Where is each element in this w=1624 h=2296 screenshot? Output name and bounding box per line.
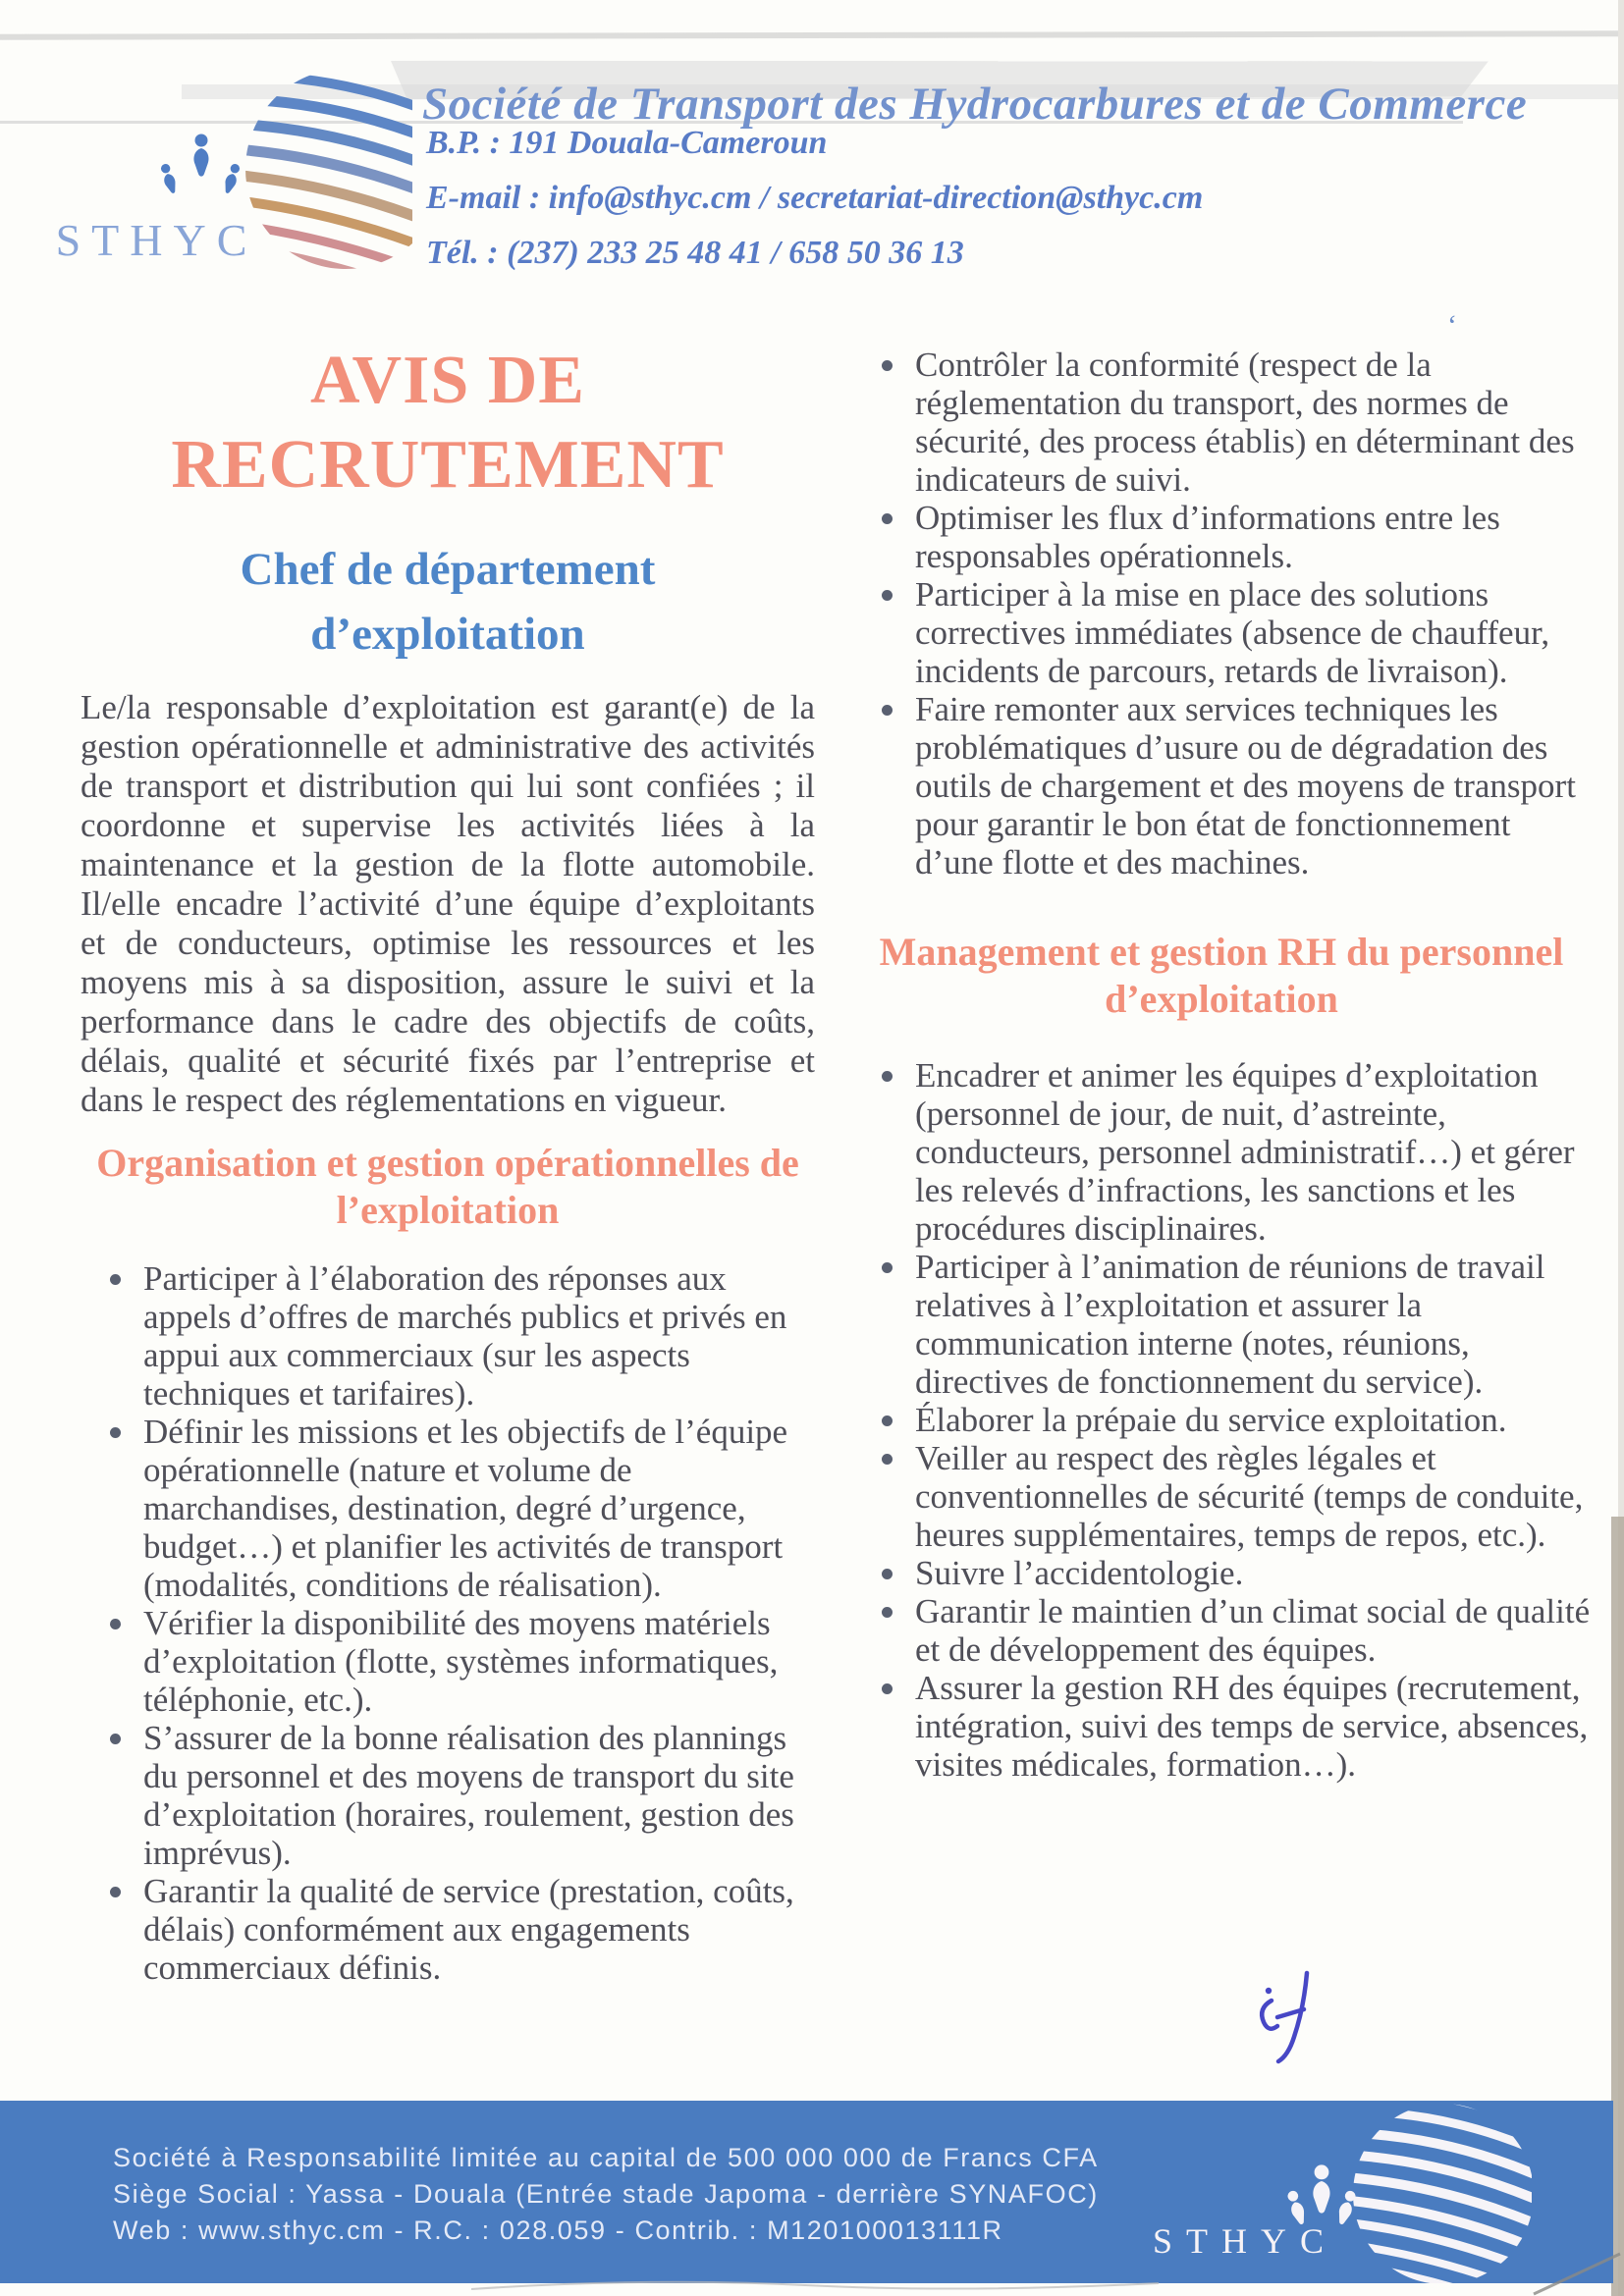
list-item: Garantir le maintien d’un climat social de qualité et de développement des équipes. — [852, 1592, 1591, 1669]
email-line: E-mail : info@sthyc.cm / secretariat-direction@sthyc.cm — [426, 180, 1204, 216]
list-item: Faire remonter aux services techniques les problématiques d’usure ou de dégradation des outils de chargement et des moyens de transport pour garantir le bon état de fonctionnement d’une flotte et des machines. — [852, 690, 1591, 881]
intro-paragraph: Le/la responsable d’exploitation est garant(e) de la gestion opérationnelle et administrative des activités de transport et distribution qui lui sont confiées ; il coordonne et supervise les activités liées à la maintenance et la gestion de la flotte automobile. Il/elle encadre l’activité d’une équipe d’exploitants et de conducteurs, optimise les ressources et les moyens mis à sa disposition, assure le suivi et la performance dans le cadre des objectifs de coûts, délais, qualité et sécurité fixés par l’entreprise et dans le respect des réglementations en vigueur. — [81, 688, 815, 1119]
list-item: S’assurer de la bonne réalisation des plannings du personnel et des moyens de transport du site d’exploitation (horaires, roulement, gestion des imprévus). — [81, 1719, 815, 1872]
po-box-line: B.P. : 191 Douala-Cameroun — [426, 125, 828, 161]
people-icon — [159, 134, 242, 195]
list-item: Encadrer et animer les équipes d’exploitation (personnel de jour, de nuit, d’astreinte, conducteurs, personnel administratif…) et gérer les relevés d’infractions, les sanctions et les procédures disciplinaires. — [852, 1056, 1591, 1248]
page-title-line1: AVIS DE — [310, 343, 585, 418]
footer-line-capital: Société à Responsabilité limitée au capital de 500 000 000 de Francs CFA — [113, 2143, 1099, 2172]
ink-speck: ‘ — [1447, 309, 1457, 342]
scan-corner-line — [1532, 2248, 1624, 2296]
management-bullet-list — [852, 1056, 1591, 1784]
scan-wavy-line — [471, 2275, 1159, 2295]
phone-line: Tél. : (237) 233 25 48 41 / 658 50 36 13 — [426, 235, 964, 271]
list-item: Garantir la qualité de service (prestation, coûts, délais) conformément aux engagements commerciaux définis. — [81, 1872, 815, 1987]
page-title — [81, 339, 815, 507]
footer-people-icon — [1284, 2162, 1359, 2226]
left-column — [81, 339, 815, 1987]
list-item: Veiller au respect des règles légales et conventionnelles de sécurité (temps de conduite, heures supplémentaires, temps de repos, etc.). — [852, 1439, 1591, 1554]
list-item: Suivre l’accidentologie. — [852, 1554, 1591, 1592]
section-title-management: Management et gestion RH du personnel d’exploitation — [879, 930, 1564, 1021]
logo-wordmark: STHYC — [55, 215, 258, 265]
list-item: Définir les missions et les objectifs de l’équipe opérationnelle (nature et volume de marchandises, destination, degré d’urgence, budget…) et planifier les activités de transport (modalités, conditions de réalisation). — [81, 1413, 815, 1604]
operations-bullet-list-continued — [852, 346, 1591, 881]
list-item: Optimiser les flux d’informations entre les responsables opérationnels. — [852, 499, 1591, 575]
footer-text-block — [113, 2140, 1099, 2249]
list-item: Contrôler la conformité (respect de la réglementation du transport, des normes de sécurité, des process établis) en déterminant des indicateurs de suivi. — [852, 346, 1591, 499]
footer-band — [0, 2101, 1613, 2283]
list-item: Participer à l’animation de réunions de travail relatives à l’exploitation et assurer la communication interne (notes, réunions, directives de fonctionnement du service). — [852, 1248, 1591, 1401]
footer-line-address: Siège Social : Yassa - Douala (Entrée stade Japoma - derrière SYNAFOC) — [113, 2179, 1099, 2209]
footer-logo-wordmark: STHYC — [1152, 2221, 1338, 2261]
right-column — [852, 324, 1591, 1784]
list-item: Vérifier la disponibilité des moyens matériels d’exploitation (flotte, systèmes informatiques, téléphonie, etc.). — [81, 1604, 815, 1719]
list-item: Participer à la mise en place des solutions correctives immédiates (absence de chauffeur, incidents de parcours, retards de livraison). — [852, 575, 1591, 690]
handwritten-ink-mark — [1245, 1963, 1343, 2086]
contact-block — [426, 116, 1506, 281]
job-title: Chef de département d’exploitation — [240, 544, 656, 660]
section-title-operations: Organisation et gestion opérationnelles de l’exploitation — [96, 1141, 799, 1232]
list-item: Assurer la gestion RH des équipes (recrutement, intégration, suivi des temps de service, absences, visites médicales, formation…). — [852, 1669, 1591, 1784]
list-item: Élaborer la prépaie du service exploitation. — [852, 1401, 1591, 1439]
list-item: Participer à l’élaboration des réponses aux appels d’offres de marchés publics et privés en appui aux commerciaux (sur les aspects techniques et tarifaires). — [81, 1259, 815, 1413]
footer-line-web: Web : www.sthyc.cm - R.C. : 028.059 - Contrib. : M120100013111R — [113, 2216, 1003, 2245]
page-title-line2: RECRUTEMENT — [171, 427, 725, 503]
operations-bullet-list — [81, 1259, 815, 1987]
company-logo — [20, 29, 412, 270]
company-name: Société de Transport des Hydrocarbures et de Commerce — [422, 79, 1528, 131]
